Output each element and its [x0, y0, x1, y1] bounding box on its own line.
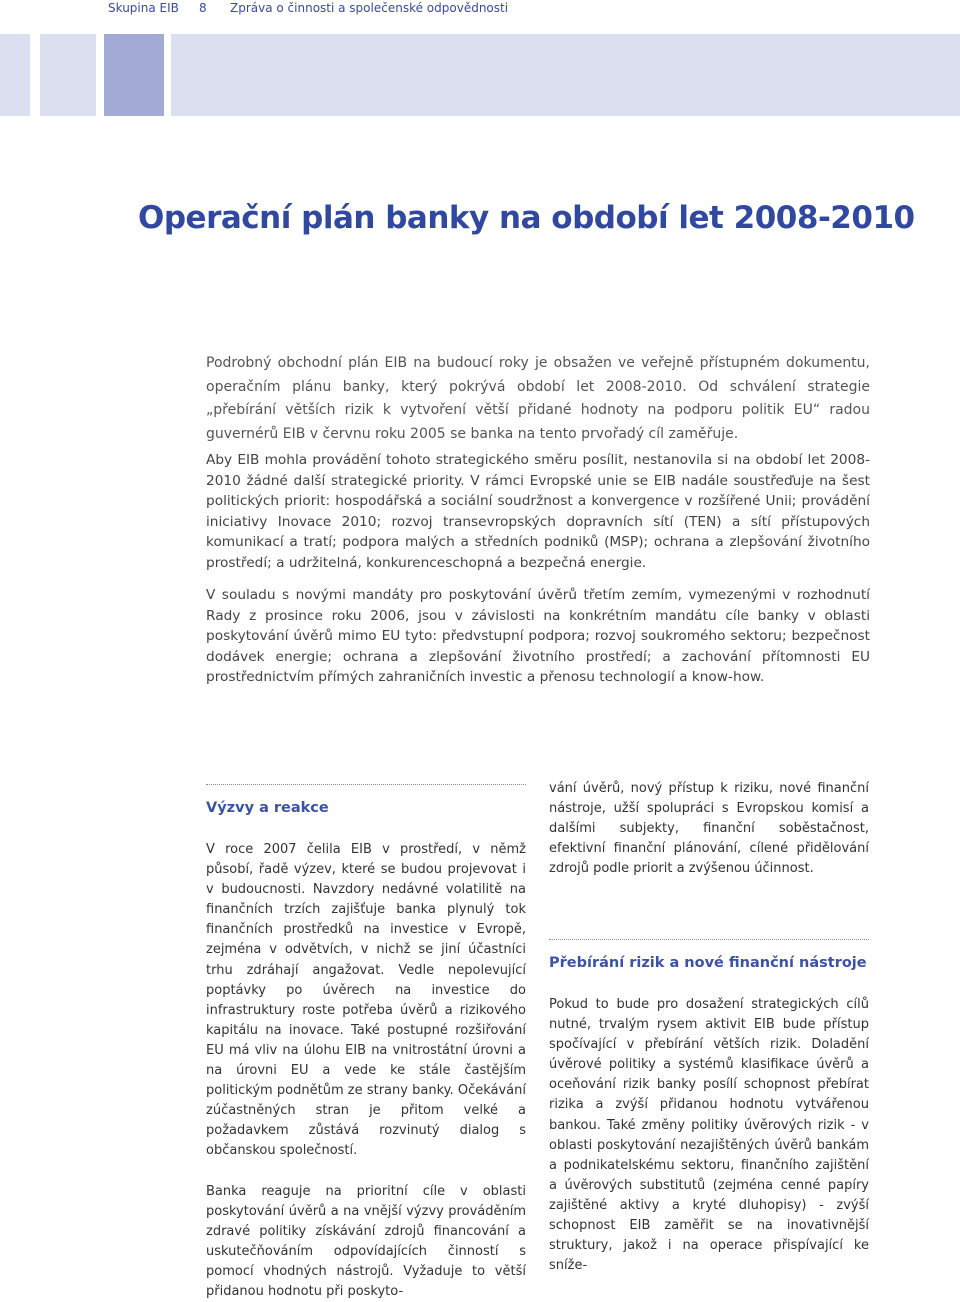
section-heading-risk: Přebírání rizik a nové finanční nástroje: [549, 955, 867, 971]
bar-dark: [104, 34, 164, 116]
column-paragraph: vání úvěrů, nový přístup k riziku, nové finanční nástroje, užší spolupráci s Evropskou komisí a dalšími subjekty, finanční soběstačnost, efektivní finanční plánování, cílené přidělování zdrojů podle priorit a zvýšenou účinnost.: [549, 779, 869, 879]
section-heading-challenges: Výzvy a reakce: [206, 800, 329, 816]
page-title: Operační plán banky na období let 2008-2010: [138, 200, 915, 236]
page-header: [0, 0, 960, 22]
bar-light: [0, 34, 30, 116]
body-paragraph: Aby EIB mohla provádění tohoto strategického směru posílit, nestanovila si na období let 2008-2010 žádné další strategické priority. V rámci Evropské unie se EIB nadále soustřeďuje na šest politických priorit: hospodářská a sociální soudržnost a konvergence v rozšířené Unii; provádění iniciativy Inovace 2010; rozvoj transevropských dopravních sítí (TEN) a sítí přístupových komunikací a tratí; podpora malých a středních podniků (MSP); ochrana a zlepšování životního prostředí; a udržitelná, konkurenceschopná a bezpečná energie.: [206, 450, 870, 574]
bar-light-wide: [171, 34, 960, 116]
group-name: Skupina EIB: [108, 1, 179, 15]
bar-light: [40, 34, 96, 116]
right-column: [549, 995, 869, 1276]
column-paragraph: Pokud to bude pro dosažení strategických cílů nutné, trvalým rysem aktivit EIB bude přístup spočívající v přebírání větších rizik. Doladění úvěrové politiky a systémů klasifikace úvěrů a oceňování rizik banky posílí schopnost přebírat rizika a zvýší přidanou hodnotu vytvářenou bankou. Také změny politiky úvěrových rizik - v oblasti poskytování nezajištěných úvěrů bankám a podnikatelskému sektoru, finančního zajištění a úvěrových substitutů (zejména cenné papíry zajištěné aktivy a kryté dluhopisy) - zvýší schopnost EIB zaměřit se na inovativnější struktury, jakož i na operace přispívající ke sníže-: [549, 995, 869, 1276]
column-paragraph: V roce 2007 čelila EIB v prostředí, v němž působí, řadě výzev, které se budou projevovat i v budoucnosti. Navzdory nedávné volatilitě na finančních trzích zajišťuje banka plynulý tok finančních prostředků na investice v Evropě, zejména v odvětvích, v nichž se jiní účastníci trhu zdráhají angažovat. Vedle nepolevující poptávky po úvěrech na investice do infrastruktury roste potřeba úvěrů a rizikového kapitálu na inovace. Také postupné rozšiřování EU má vliv na úlohu EIB na vnitrostátní úrovni a na úrovni EU a vede ke stále častějším politickým podnětům ze strany banky. Očekávání zúčastněných stran je přitom velké a požadavkem zůstává rozvinutý dialog s občanskou společností.: [206, 840, 526, 1162]
left-column: [206, 840, 526, 1302]
report-title: Zpráva o činnosti a společenské odpovědnosti: [230, 1, 508, 15]
page-number: 8: [199, 1, 207, 15]
column-paragraph: Banka reaguje na prioritní cíle v oblasti poskytování úvěrů a na vnější výzvy prováděním zdravé politiky získávání zdrojů financování a uskutečňováním odpovídajících činností s pomocí vhodných nástrojů. Vyžaduje to větší přidanou hodnotu při poskyto-: [206, 1182, 526, 1302]
body-paragraph: V souladu s novými mandáty pro poskytování úvěrů třetím zemím, vymezenými v rozhodnutí Rady z prosince roku 2006, jsou v závislosti na konkrétním mandátu cíle banky v oblasti poskytování úvěrů mimo EU tyto: předvstupní podpora; rozvoj soukromého sektoru; bezpečnost dodávek energie; ochrana a zlepšování životního prostředí; a zachování přítomnosti EU prostřednictvím přímých zahraničních investic a přenosu technologií a know-how.: [206, 585, 870, 688]
right-column-continuation: [549, 779, 869, 879]
intro-paragraph: Podrobný obchodní plán EIB na budoucí roky je obsažen ve veřejně přístupném dokumentu, operačním plánu banky, který pokrývá období let 2008-2010. Od schválení strategie „přebírání větších rizik k vytvoření větší přidané hodnoty na podporu politik EU“ radou guvernérů EIB v červnu roku 2005 se banka na tento prvořadý cíl zaměřuje.: [206, 352, 870, 447]
section-divider: [206, 784, 526, 785]
decorative-bars: [0, 34, 960, 116]
section-divider: [549, 939, 869, 940]
